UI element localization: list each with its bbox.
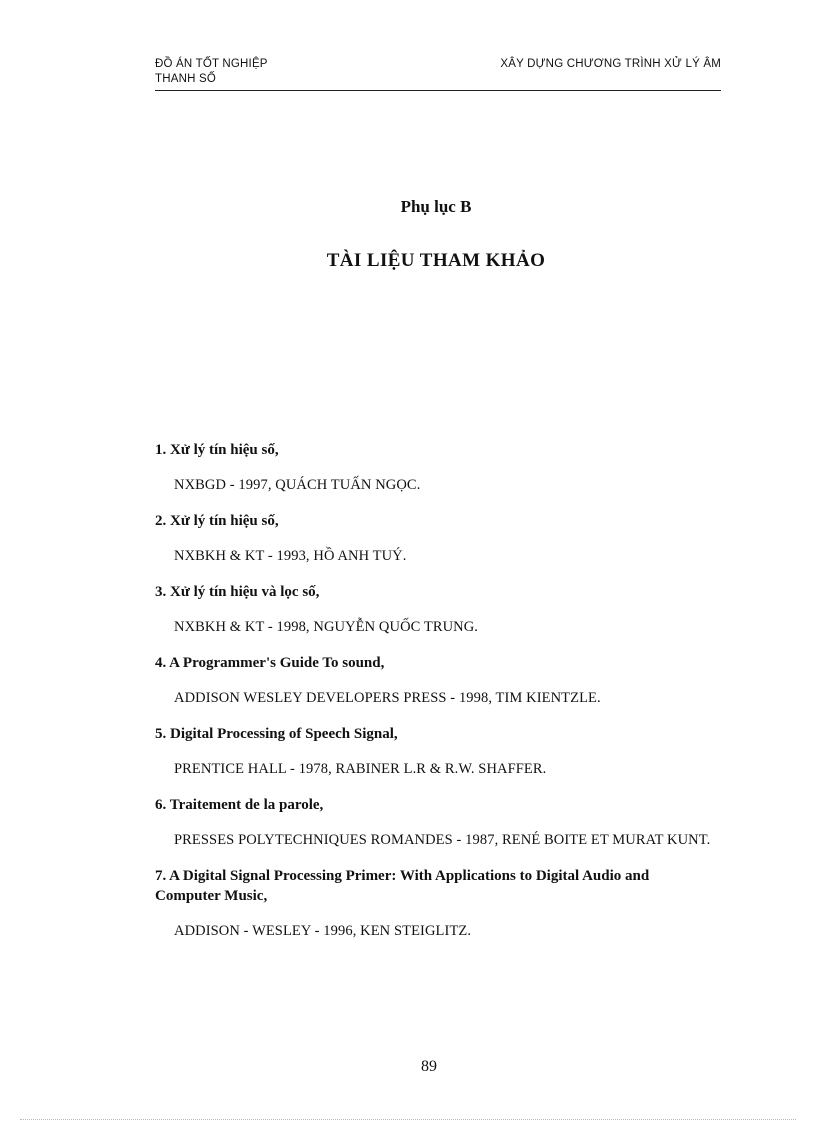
reference-detail: ADDISON WESLEY DEVELOPERS PRESS - 1998, TIM KIENTZLE. <box>174 690 601 706</box>
reference-title: 6. Traitement de la parole, <box>155 797 324 813</box>
reference-title: 5. Digital Processing of Speech Signal, <box>155 726 398 742</box>
appendix-title: TÀI LIỆU THAM KHẢO <box>326 250 546 271</box>
reference-title: 1. Xử lý tín hiệu số, <box>155 442 279 458</box>
reference-title: 3. Xử lý tín hiệu và lọc số, <box>155 584 320 600</box>
reference-detail: NXBKH & KT - 1998, NGUYỄN QUỐC TRUNG. <box>174 619 479 635</box>
reference-title: 2. Xử lý tín hiệu số, <box>155 513 279 529</box>
reference-title: 7. A Digital Signal Processing Primer: With Applications to Digital Audio and Computer Music, <box>155 868 650 904</box>
reference-title: 4. A Programmer's Guide To sound, <box>155 655 385 671</box>
reference-item <box>155 795 717 850</box>
reference-detail: PRESSES POLYTECHNIQUES ROMANDES - 1987, RENÉ BOITE ET MURAT KUNT. <box>174 832 711 848</box>
page-header <box>155 57 721 91</box>
header-left <box>155 57 268 87</box>
header-left-line2: THANH SỐ <box>155 73 217 85</box>
reference-detail: ADDISON - WESLEY - 1996, KEN STEIGLITZ. <box>174 923 472 939</box>
reference-item <box>155 866 717 941</box>
header-right: XÂY DỰNG CHƯƠNG TRÌNH XỬ LÝ ÂM <box>500 58 721 70</box>
reference-list <box>155 440 717 957</box>
reference-item <box>155 653 717 708</box>
page-bottom-divider <box>20 1119 796 1120</box>
appendix-label: Phụ lục B <box>400 197 472 216</box>
reference-item <box>155 511 717 566</box>
reference-item <box>155 724 717 779</box>
reference-item <box>155 440 717 495</box>
reference-detail: PRENTICE HALL - 1978, RABINER L.R & R.W. SHAFFER. <box>174 761 547 777</box>
reference-item <box>155 582 717 637</box>
page-number: 89 <box>421 1058 437 1075</box>
header-left-line1: ĐỒ ÁN TỐT NGHIỆP <box>155 58 268 70</box>
reference-detail: NXBKH & KT - 1993, HỒ ANH TUÝ. <box>174 548 407 564</box>
reference-detail: NXBGD - 1997, QUÁCH TUẤN NGỌC. <box>174 477 421 493</box>
